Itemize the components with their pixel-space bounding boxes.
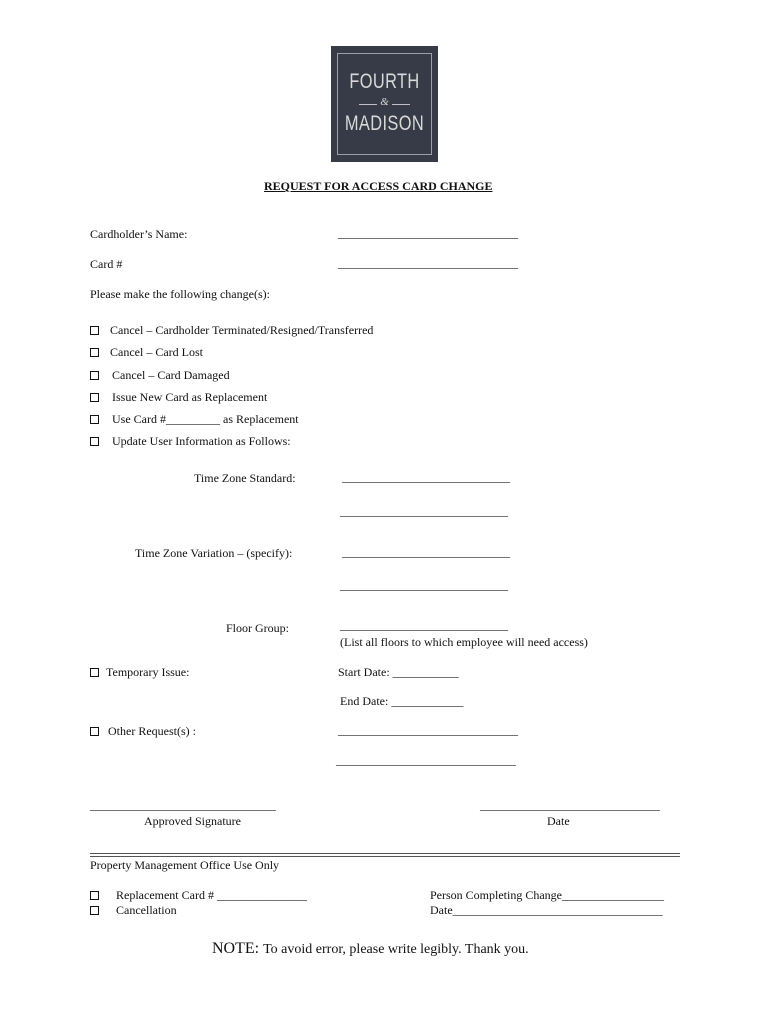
option-label: Cancel – Card Lost [110, 345, 203, 359]
option-update-user-info[interactable] [90, 434, 291, 449]
logo-line-fourth: FOURTH [349, 70, 420, 93]
logo-ampersand-row [331, 98, 438, 110]
divider-bottom-line [90, 856, 680, 857]
other-requests-field-2[interactable]: ______________________________ [336, 753, 516, 767]
checkbox[interactable] [90, 727, 99, 736]
card-number-field[interactable]: ______________________________ [338, 256, 518, 270]
temporary-issue-label: Temporary Issue: [106, 665, 190, 679]
office-replacement-card[interactable] [90, 888, 307, 903]
option-label: Update User Information as Follows: [112, 434, 291, 448]
option-use-card-replacement[interactable] [90, 412, 299, 427]
time-zone-standard-field[interactable]: ____________________________ [342, 470, 510, 484]
time-zone-standard-field-2[interactable]: ____________________________ [340, 504, 508, 518]
checkbox[interactable] [90, 415, 99, 424]
option-cancel-terminated[interactable] [90, 323, 373, 338]
other-requests-option[interactable] [90, 724, 196, 739]
time-zone-variation-field-2[interactable]: ____________________________ [340, 578, 508, 592]
approved-signature-field[interactable]: _______________________________ [90, 798, 276, 812]
person-completing-change-field[interactable]: Person Completing Change_________________ [430, 888, 664, 902]
logo [331, 46, 438, 162]
checkbox[interactable] [90, 348, 99, 357]
form-title: REQUEST FOR ACCESS CARD CHANGE [264, 179, 493, 193]
signature-date-field[interactable]: ______________________________ [480, 798, 660, 812]
logo-rule-right [392, 104, 410, 105]
option-label: Cancel – Card Damaged [112, 368, 230, 382]
instruction-text: Please make the following change(s): [90, 287, 270, 301]
divider-top-line [90, 853, 680, 854]
end-date-field[interactable]: End Date: ____________ [340, 694, 464, 708]
option-label: Cancel – Cardholder Terminated/Resigned/Transferred [110, 323, 374, 337]
start-date-field[interactable]: Start Date: ___________ [338, 665, 459, 679]
signature-date-label: Date [547, 814, 570, 828]
checkbox[interactable] [90, 906, 99, 915]
option-issue-new-card[interactable] [90, 390, 267, 405]
office-replacement-label: Replacement Card # _______________ [116, 888, 307, 902]
option-label: Use Card #_________ as Replacement [112, 412, 299, 426]
option-cancel-damaged[interactable] [90, 368, 230, 383]
time-zone-variation-field[interactable]: ____________________________ [342, 545, 510, 559]
office-cancellation-label: Cancellation [116, 903, 177, 917]
floor-group-note: (List all floors to which employee will need access) [340, 635, 588, 649]
note-text: To avoid error, please write legibly. Thank you. [263, 942, 529, 957]
checkbox[interactable] [90, 437, 99, 446]
time-zone-standard-label: Time Zone Standard: [194, 471, 296, 485]
checkbox[interactable] [90, 326, 99, 335]
other-requests-field[interactable]: ______________________________ [338, 723, 518, 737]
note-lead: NOTE: [212, 940, 260, 957]
card-number-label: Card # [90, 257, 123, 271]
option-label: Issue New Card as Replacement [112, 390, 268, 404]
office-cancellation[interactable] [90, 903, 177, 918]
floor-group-field[interactable]: ____________________________ [340, 618, 508, 632]
office-use-heading: Property Management Office Use Only [90, 858, 280, 872]
logo-line-madison: MADISON [344, 112, 425, 135]
approved-signature-label: Approved Signature [144, 814, 241, 828]
other-requests-label: Other Request(s) : [108, 724, 196, 738]
checkbox[interactable] [90, 393, 99, 402]
note [212, 940, 529, 958]
checkbox[interactable] [90, 371, 99, 380]
floor-group-label: Floor Group: [226, 621, 289, 635]
temporary-issue-option[interactable] [90, 665, 189, 680]
time-zone-variation-label: Time Zone Variation – (specify): [135, 546, 293, 560]
checkbox[interactable] [90, 891, 99, 900]
office-date-field[interactable]: Date___________________________________ [430, 903, 663, 917]
cardholder-name-label: Cardholder’s Name: [90, 227, 188, 241]
option-cancel-lost[interactable] [90, 345, 203, 360]
cardholder-name-field[interactable]: ______________________________ [338, 226, 518, 240]
logo-ampersand: & [380, 96, 389, 108]
checkbox[interactable] [90, 668, 99, 677]
